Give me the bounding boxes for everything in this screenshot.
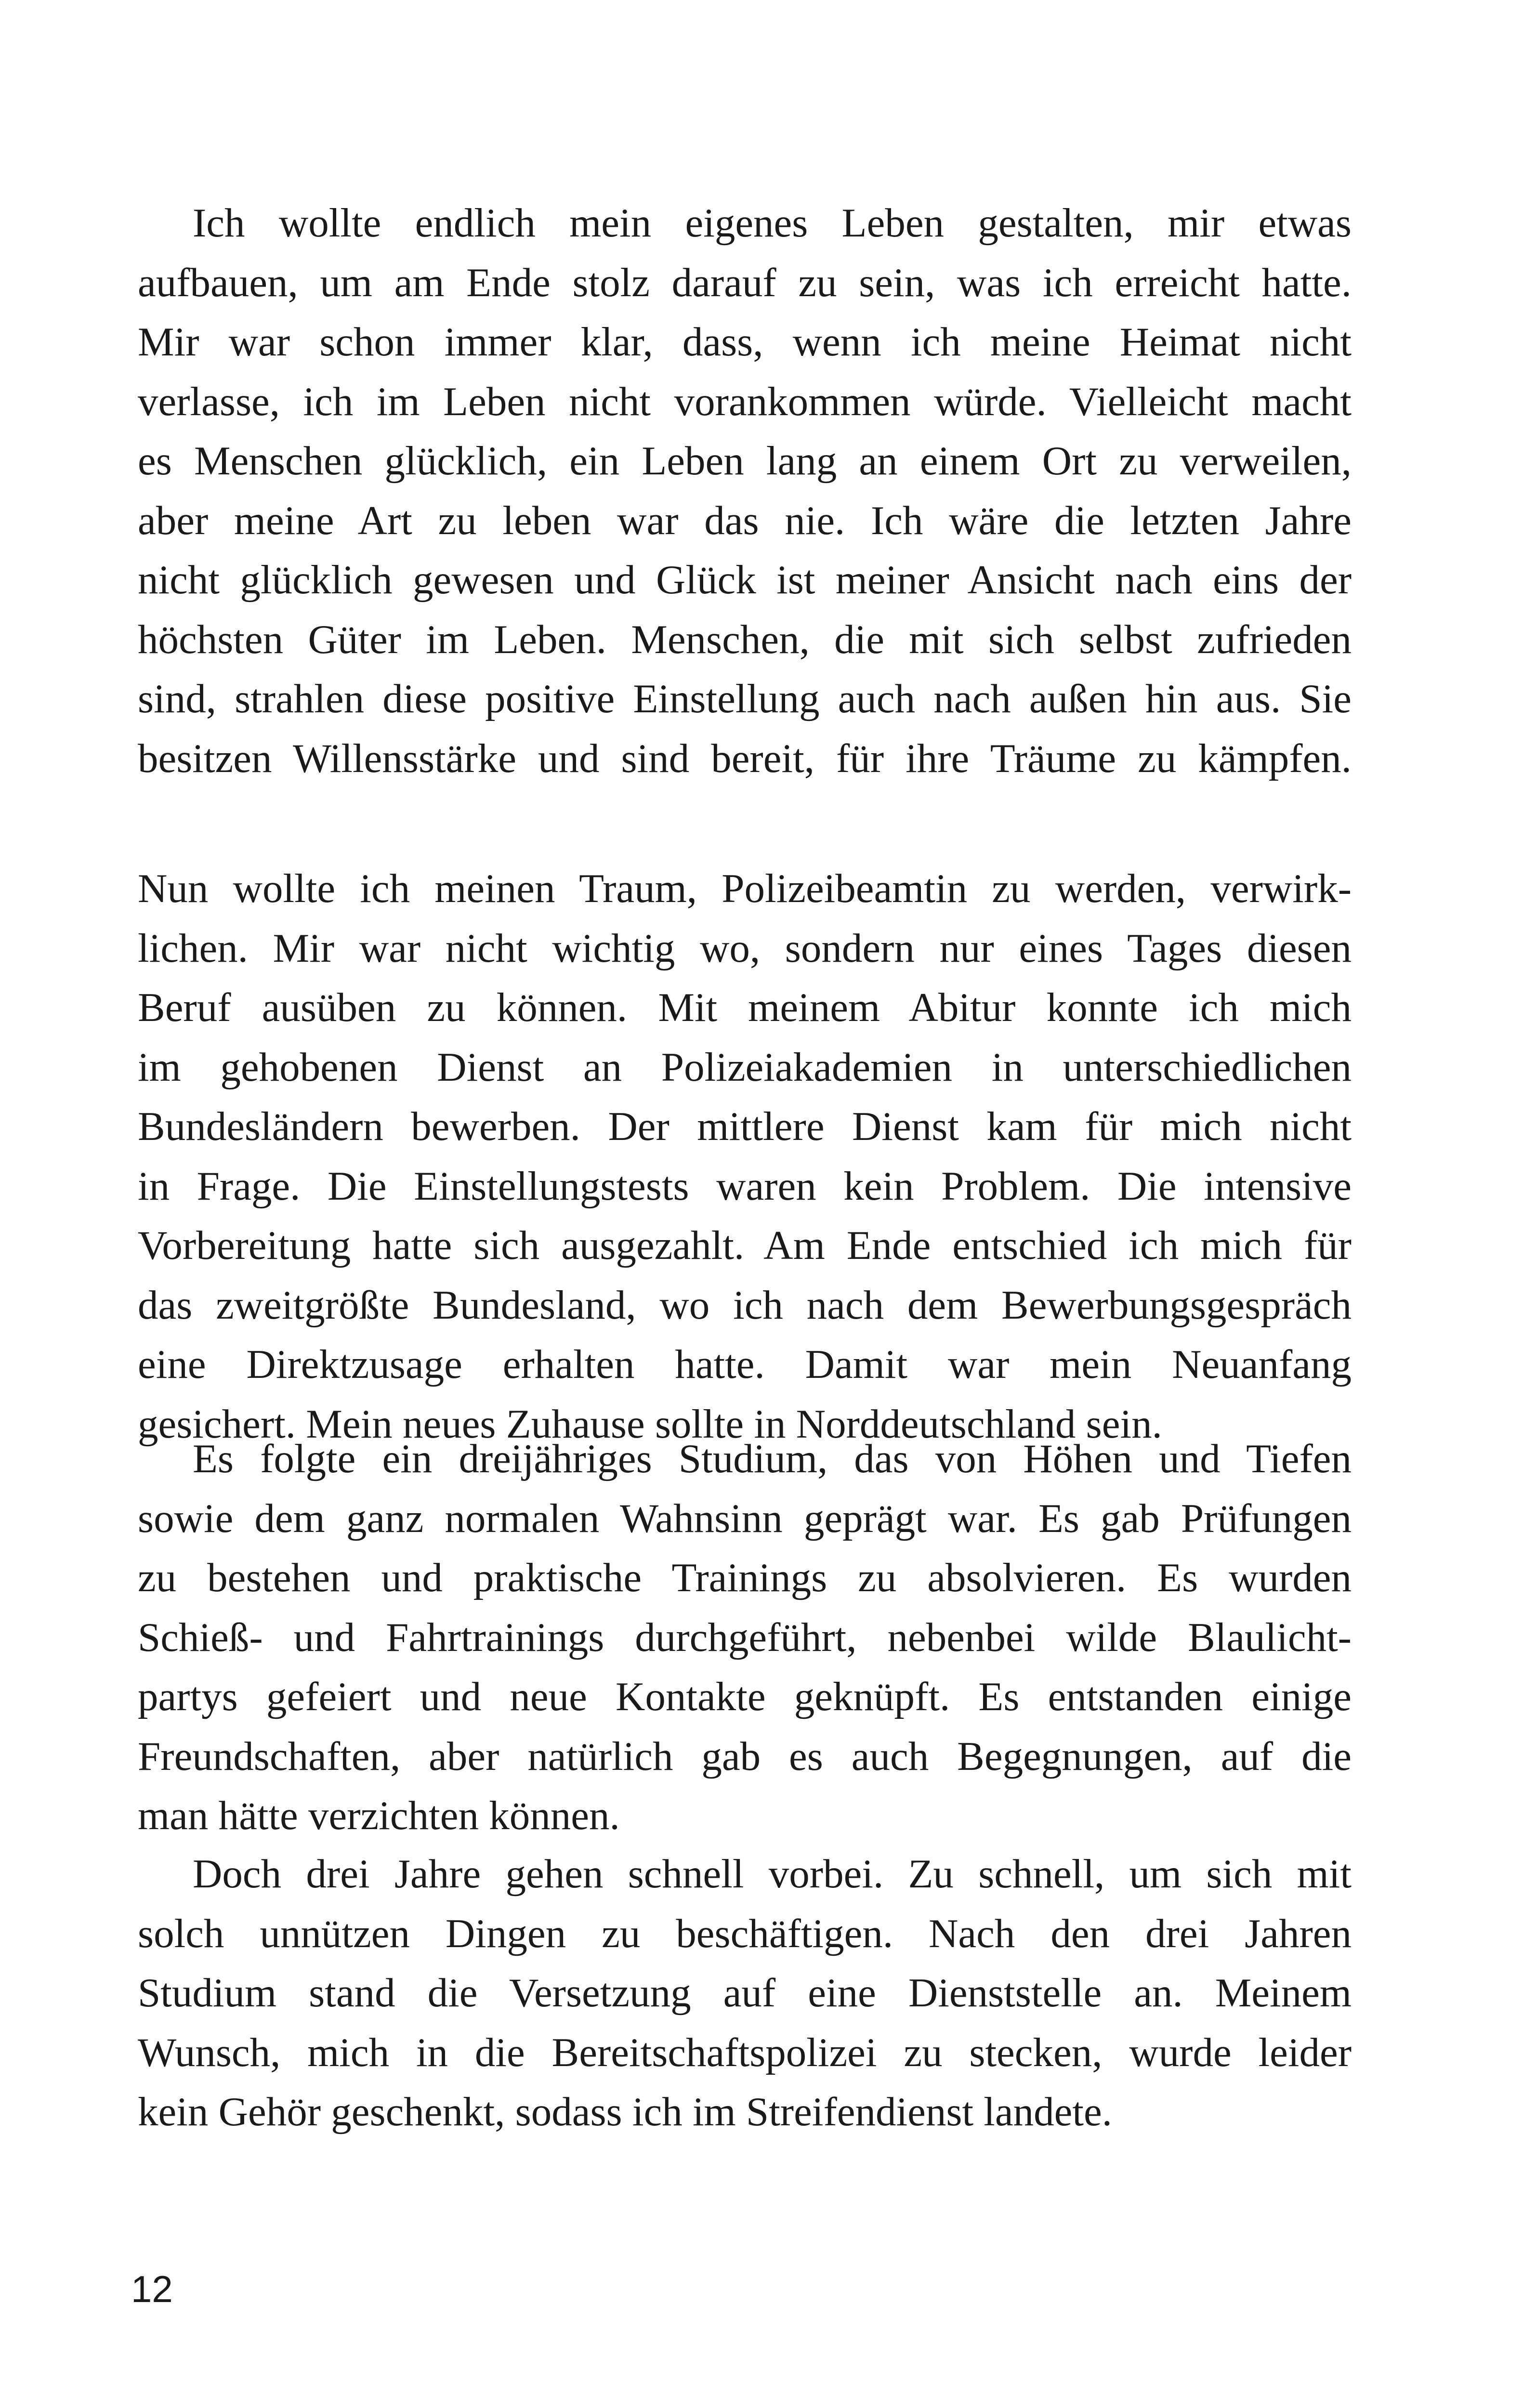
text-line: partys gefeiert und neue Kontakte geknüpft. Es entstanden einige (138, 1674, 1352, 1719)
text-line: im gehobenen Dienst an Polizeiakademien in unterschiedlichen (138, 1044, 1352, 1090)
text-line: nicht glücklich gewesen und Glück ist meiner Ansicht nach eins der (138, 557, 1352, 602)
text-line: Beruf ausüben zu können. Mit meinem Abitur konnte ich mich (138, 985, 1352, 1030)
text-line: Freundschaften, aber natürlich gab es auch Begegnungen, auf die (138, 1733, 1352, 1779)
paragraph-3 (138, 1429, 1352, 1846)
paragraph-4 (138, 1845, 1352, 2142)
text-line: Ich wollte endlich mein eigenes Leben gestalten, mir etwas (193, 200, 1352, 246)
text-line: gesichert. Mein neues Zuhause sollte in Norddeutschland sein. (138, 1401, 1162, 1447)
text-line: Schieß- und Fahrtrainings durchgeführt, nebenbei wilde Blaulicht- (138, 1614, 1352, 1660)
text-line: Mir war schon immer klar, dass, wenn ich meine Heimat nicht (138, 319, 1352, 365)
text-line: es Menschen glücklich, ein Leben lang an einem Ort zu verweilen, (138, 438, 1352, 484)
text-line: Doch drei Jahre gehen schnell vorbei. Zu schnell, um sich mit (193, 1851, 1352, 1897)
text-line: besitzen Willensstärke und sind bereit, für ihre Träume zu kämpfen. (138, 735, 1352, 781)
text-line: solch unnützen Dingen zu beschäftigen. Nach den drei Jahren (138, 1911, 1352, 1956)
text-line: man hätte verzichten können. (138, 1793, 620, 1838)
text-line: sowie dem ganz normalen Wahnsinn geprägt war. Es gab Prüfungen (138, 1495, 1352, 1541)
paragraph-2 (138, 859, 1352, 1454)
text-line: Nun wollte ich meinen Traum, Polizeibeamtin zu werden, verwirk- (138, 866, 1352, 911)
text-line: Es folgte ein dreijähriges Studium, das von Höhen und Tiefen (193, 1436, 1352, 1481)
text-line: zu bestehen und praktische Trainings zu absolvieren. Es wurden (138, 1555, 1352, 1600)
text-line: höchsten Güter im Leben. Menschen, die mit sich selbst zufrieden (138, 616, 1352, 662)
text-line: Bundesländern bewerben. Der mittlere Dienst kam für mich nicht (138, 1104, 1352, 1149)
text-line: Wunsch, mich in die Bereitschaftspolizei zu stecken, wurde leider (138, 2029, 1352, 2075)
text-line: aber meine Art zu leben war das nie. Ich wäre die letzten Jahre (138, 497, 1352, 543)
text-line: sind, strahlen diese positive Einstellung auch nach außen hin aus. Sie (138, 676, 1352, 721)
text-line: Vorbereitung hatte sich ausgezahlt. Am Ende entschied ich mich für (138, 1223, 1352, 1268)
text-line: in Frage. Die Einstellungstests waren kein Problem. Die intensive (138, 1163, 1352, 1209)
text-line: Studium stand die Versetzung auf eine Dienststelle an. Meinem (138, 1970, 1352, 2015)
page-number: 12 (131, 2268, 173, 2310)
text-line: kein Gehör geschenkt, sodass ich im Streifendienst landete. (138, 2089, 1112, 2134)
text-line: das zweitgrößte Bundesland, wo ich nach dem Bewerbungsgespräch (138, 1282, 1352, 1328)
text-line: aufbauen, um am Ende stolz darauf zu sein, was ich erreicht hatte. (138, 260, 1352, 305)
paragraph-1 (138, 194, 1352, 788)
text-line: verlasse, ich im Leben nicht vorankommen würde. Vielleicht macht (138, 379, 1352, 424)
text-line: lichen. Mir war nicht wichtig wo, sondern nur eines Tages diesen (138, 925, 1352, 971)
text-line: eine Direktzusage erhalten hatte. Damit war mein Neuanfang (138, 1342, 1352, 1387)
